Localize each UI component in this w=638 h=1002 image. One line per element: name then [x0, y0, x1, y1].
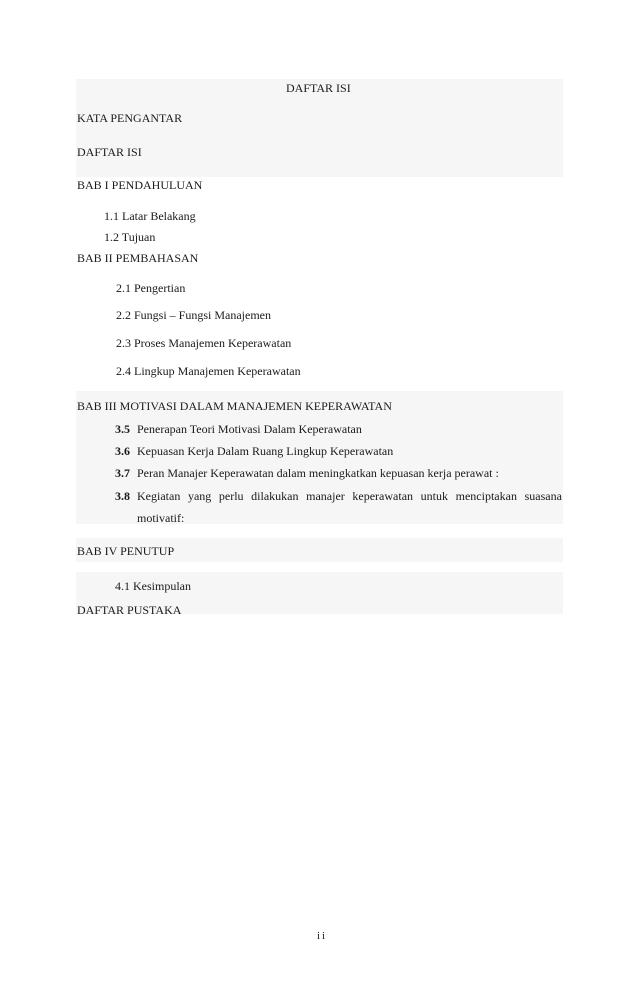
toc-entry-2-4: 2.4 Lingkup Manajemen Keperawatan — [116, 364, 301, 378]
toc-entry-kata-pengantar: KATA PENGANTAR — [77, 111, 183, 125]
toc-word-3-8-6: untuk — [420, 489, 449, 503]
toc-word-3-8-8: suasana — [524, 489, 562, 503]
toc-word-3-8-3: dilakukan — [251, 489, 299, 503]
toc-entry-bab1: BAB I PENDAHULUAN — [77, 178, 203, 192]
toc-entry-2-1: 2.1 Pengertian — [116, 281, 186, 295]
toc-word-3-8-4: manajer — [306, 489, 345, 503]
toc-entry-2-3: 2.3 Proses Manajemen Keperawatan — [116, 336, 292, 350]
toc-word-3-8-0: Kegiatan — [137, 489, 181, 503]
toc-entry-bab2: BAB II PEMBAHASAN — [77, 251, 199, 265]
toc-text-3-5: Penerapan Teori Motivasi Dalam Keperawatan — [137, 422, 362, 436]
toc-entry-1-1: 1.1 Latar Belakang — [104, 209, 196, 223]
toc-text-3-6: Kepuasan Kerja Dalam Ruang Lingkup Keperawatan — [137, 444, 394, 458]
toc-entry-bab4: BAB IV PENUTUP — [77, 544, 175, 558]
toc-text-3-8 — [137, 489, 562, 503]
toc-number-3-8: 3.8 — [115, 489, 130, 503]
toc-number-3-7: 3.7 — [115, 466, 130, 480]
toc-word-3-8-2: perlu — [218, 489, 244, 503]
toc-word-3-8-7: menciptakan — [455, 489, 517, 503]
page-number: ii — [317, 930, 328, 942]
toc-word-3-8-1: yang — [187, 489, 212, 503]
toc-title: DAFTAR ISI — [286, 81, 351, 95]
toc-word-3-8-5: keperawatan — [352, 489, 414, 503]
toc-entry-daftar-isi: DAFTAR ISI — [77, 145, 142, 159]
toc-entry-2-2: 2.2 Fungsi – Fungsi Manajemen — [116, 308, 271, 322]
toc-entry-bab3: BAB III MOTIVASI DALAM MANAJEMEN KEPERAWATAN — [77, 399, 392, 413]
toc-number-3-6: 3.6 — [115, 444, 130, 458]
toc-text-3-8-continued: motivatif: — [137, 511, 185, 525]
toc-text-3-7: Peran Manajer Keperawatan dalam meningkatkan kepuasan kerja perawat : — [137, 466, 499, 480]
toc-number-3-5: 3.5 — [115, 422, 130, 436]
toc-entry-1-2: 1.2 Tujuan — [104, 230, 156, 244]
toc-entry-4-1: 4.1 Kesimpulan — [115, 579, 191, 593]
toc-entry-daftar-pustaka: DAFTAR PUSTAKA — [77, 603, 182, 617]
